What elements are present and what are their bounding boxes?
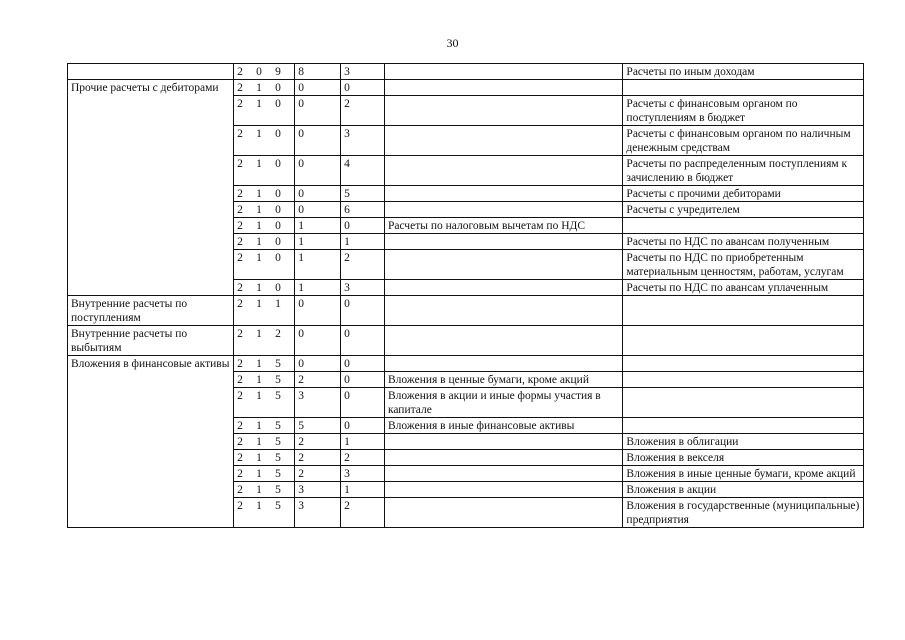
account-name-cell: Расчеты по НДС по авансам уплаченным xyxy=(623,280,864,296)
account-name-cell: Расчеты с финансовым органом по наличным денежным средствам xyxy=(623,126,864,156)
account-name-cell xyxy=(623,80,864,96)
group-account-name-cell xyxy=(384,80,622,96)
analytic-code-cell: 0 xyxy=(295,96,341,126)
table-row xyxy=(68,64,864,80)
subanalytic-code-cell: 1 xyxy=(341,434,385,450)
analytic-code-cell: 2 xyxy=(295,466,341,482)
subanalytic-code-cell: 4 xyxy=(341,156,385,186)
account-name-cell: Расчеты по НДС по авансам полученным xyxy=(623,234,864,250)
account-code-cell: 2 1 5 xyxy=(234,388,295,418)
subanalytic-code-cell: 1 xyxy=(341,482,385,498)
group-account-name-cell xyxy=(384,356,622,372)
group-account-name-cell xyxy=(384,466,622,482)
subanalytic-code-cell: 0 xyxy=(341,326,385,356)
account-code-cell: 2 1 0 xyxy=(234,80,295,96)
group-account-name-cell xyxy=(384,64,622,80)
account-name-cell xyxy=(623,372,864,388)
account-name-cell: Вложения в облигации xyxy=(623,434,864,450)
group-account-name-cell xyxy=(384,250,622,280)
account-name-cell: Вложения в векселя xyxy=(623,450,864,466)
subanalytic-code-cell: 1 xyxy=(341,234,385,250)
account-name-cell xyxy=(623,388,864,418)
account-code-cell: 2 1 2 xyxy=(234,326,295,356)
account-name-cell: Расчеты по НДС по приобретенным материальным ценностям, работам, услугам xyxy=(623,250,864,280)
subanalytic-code-cell: 0 xyxy=(341,80,385,96)
analytic-code-cell: 8 xyxy=(295,64,341,80)
analytic-code-cell: 0 xyxy=(295,186,341,202)
analytic-code-cell: 0 xyxy=(295,80,341,96)
group-cell xyxy=(68,64,234,80)
analytic-code-cell: 3 xyxy=(295,388,341,418)
subanalytic-code-cell: 3 xyxy=(341,466,385,482)
group-account-name-cell xyxy=(384,280,622,296)
subanalytic-code-cell: 3 xyxy=(341,126,385,156)
group-account-name-cell: Расчеты по налоговым вычетам по НДС xyxy=(384,218,622,234)
analytic-code-cell: 1 xyxy=(295,234,341,250)
analytic-code-cell: 2 xyxy=(295,434,341,450)
group-account-name-cell: Вложения в ценные бумаги, кроме акций xyxy=(384,372,622,388)
account-code-cell: 2 1 0 xyxy=(234,96,295,126)
analytic-code-cell: 5 xyxy=(295,418,341,434)
account-code-cell: 2 1 5 xyxy=(234,466,295,482)
account-name-cell: Расчеты по распределенным поступлениям к зачислению в бюджет xyxy=(623,156,864,186)
table-row xyxy=(68,296,864,326)
account-code-cell: 2 1 0 xyxy=(234,156,295,186)
account-name-cell: Расчеты с учредителем xyxy=(623,202,864,218)
group-account-name-cell xyxy=(384,434,622,450)
subanalytic-code-cell: 0 xyxy=(341,418,385,434)
analytic-code-cell: 0 xyxy=(295,126,341,156)
analytic-code-cell: 0 xyxy=(295,326,341,356)
account-code-cell: 2 1 0 xyxy=(234,186,295,202)
account-code-cell: 2 1 0 xyxy=(234,250,295,280)
account-code-cell: 2 1 1 xyxy=(234,296,295,326)
table-row xyxy=(68,356,864,372)
account-code-cell: 2 1 5 xyxy=(234,418,295,434)
group-account-name-cell xyxy=(384,326,622,356)
group-account-name-cell xyxy=(384,202,622,218)
table-row xyxy=(68,80,864,96)
account-code-cell: 2 1 0 xyxy=(234,280,295,296)
account-code-cell: 2 1 5 xyxy=(234,498,295,528)
account-code-cell: 2 1 0 xyxy=(234,126,295,156)
group-account-name-cell xyxy=(384,498,622,528)
analytic-code-cell: 0 xyxy=(295,156,341,186)
account-code-cell: 2 1 5 xyxy=(234,356,295,372)
analytic-code-cell: 3 xyxy=(295,482,341,498)
subanalytic-code-cell: 0 xyxy=(341,372,385,388)
account-name-cell: Расчеты с прочими дебиторами xyxy=(623,186,864,202)
account-code-cell: 2 1 5 xyxy=(234,372,295,388)
analytic-code-cell: 1 xyxy=(295,218,341,234)
account-code-cell: 2 1 5 xyxy=(234,434,295,450)
account-name-cell xyxy=(623,418,864,434)
group-account-name-cell xyxy=(384,234,622,250)
subanalytic-code-cell: 3 xyxy=(341,280,385,296)
group-cell: Вложения в финансовые активы xyxy=(68,356,234,528)
account-code-cell: 2 1 0 xyxy=(234,202,295,218)
group-account-name-cell xyxy=(384,126,622,156)
subanalytic-code-cell: 3 xyxy=(341,64,385,80)
page-number: 30 xyxy=(446,36,459,50)
subanalytic-code-cell: 2 xyxy=(341,498,385,528)
analytic-code-cell: 0 xyxy=(295,356,341,372)
account-code-cell: 2 1 0 xyxy=(234,218,295,234)
analytic-code-cell: 1 xyxy=(295,280,341,296)
group-cell: Внутренние расчеты по поступлениям xyxy=(68,296,234,326)
group-cell: Внутренние расчеты по выбытиям xyxy=(68,326,234,356)
account-name-cell xyxy=(623,326,864,356)
table-row xyxy=(68,326,864,356)
subanalytic-code-cell: 0 xyxy=(341,218,385,234)
subanalytic-code-cell: 5 xyxy=(341,186,385,202)
subanalytic-code-cell: 0 xyxy=(341,296,385,326)
group-account-name-cell: Вложения в иные финансовые активы xyxy=(384,418,622,434)
group-account-name-cell xyxy=(384,96,622,126)
account-code-cell: 2 1 0 xyxy=(234,234,295,250)
account-code-cell: 2 0 9 xyxy=(234,64,295,80)
accounts-table xyxy=(67,63,864,528)
analytic-code-cell: 1 xyxy=(295,250,341,280)
group-account-name-cell xyxy=(384,296,622,326)
analytic-code-cell: 2 xyxy=(295,450,341,466)
subanalytic-code-cell: 2 xyxy=(341,450,385,466)
analytic-code-cell: 2 xyxy=(295,372,341,388)
account-name-cell: Вложения в государственные (муниципальные) предприятия xyxy=(623,498,864,528)
analytic-code-cell: 0 xyxy=(295,202,341,218)
account-name-cell xyxy=(623,296,864,326)
group-account-name-cell xyxy=(384,156,622,186)
account-code-cell: 2 1 5 xyxy=(234,450,295,466)
group-account-name-cell: Вложения в акции и иные формы участия в капитале xyxy=(384,388,622,418)
account-name-cell xyxy=(623,356,864,372)
analytic-code-cell: 0 xyxy=(295,296,341,326)
subanalytic-code-cell: 0 xyxy=(341,356,385,372)
account-name-cell: Расчеты по иным доходам xyxy=(623,64,864,80)
account-name-cell xyxy=(623,218,864,234)
subanalytic-code-cell: 2 xyxy=(341,250,385,280)
account-name-cell: Вложения в иные ценные бумаги, кроме акций xyxy=(623,466,864,482)
account-name-cell: Расчеты с финансовым органом по поступлениям в бюджет xyxy=(623,96,864,126)
subanalytic-code-cell: 2 xyxy=(341,96,385,126)
group-account-name-cell xyxy=(384,450,622,466)
account-code-cell: 2 1 5 xyxy=(234,482,295,498)
group-account-name-cell xyxy=(384,186,622,202)
account-name-cell: Вложения в акции xyxy=(623,482,864,498)
subanalytic-code-cell: 6 xyxy=(341,202,385,218)
group-account-name-cell xyxy=(384,482,622,498)
analytic-code-cell: 3 xyxy=(295,498,341,528)
subanalytic-code-cell: 0 xyxy=(341,388,385,418)
group-cell: Прочие расчеты с дебиторами xyxy=(68,80,234,296)
